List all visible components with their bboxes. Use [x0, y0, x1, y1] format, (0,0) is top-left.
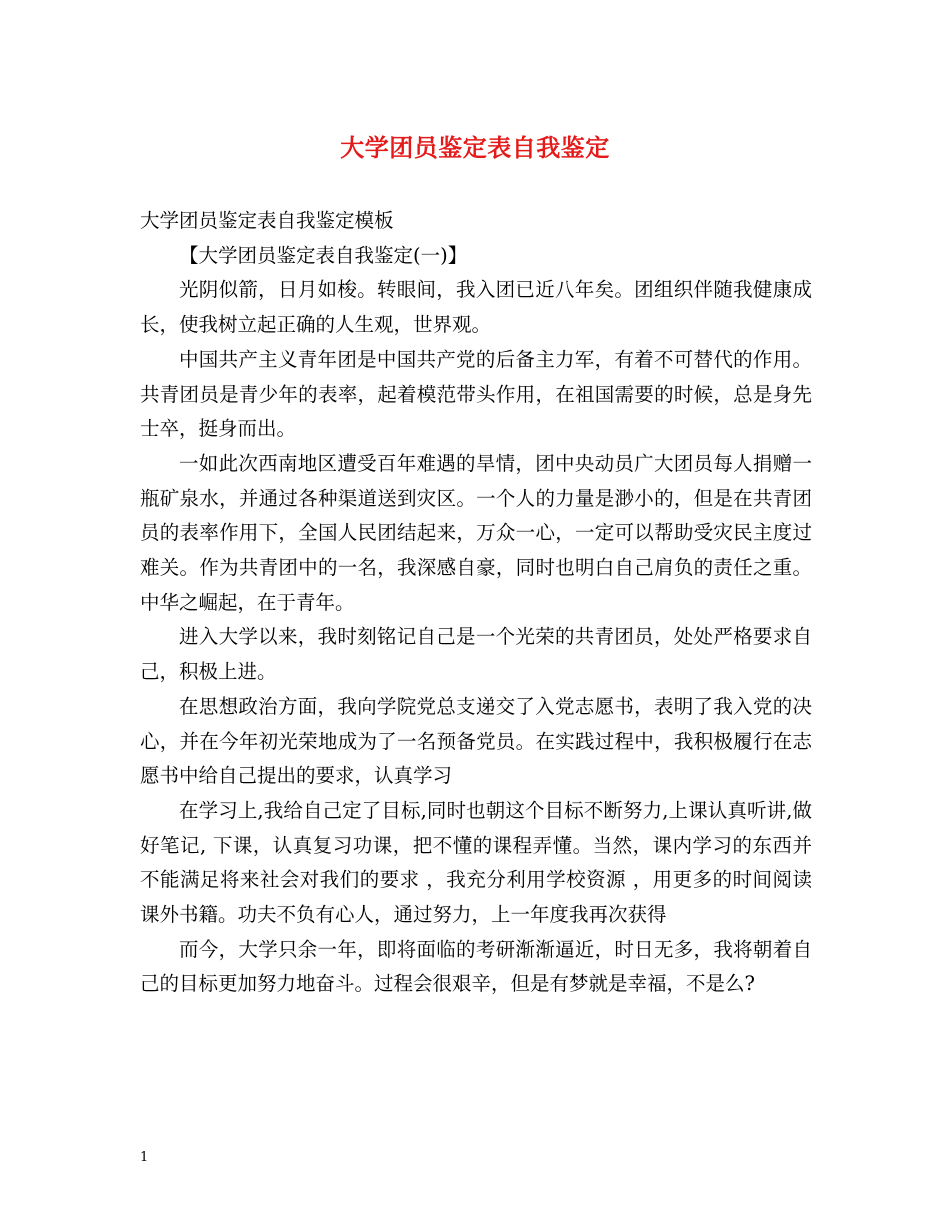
- paragraph-1: 光阴似箭，日月如梭。转眼间，我入团已近八年矣。团组织伴随我健康成长，使我树立起正确的人生观，世界观。: [140, 278, 812, 337]
- document-subtitle: 大学团员鉴定表自我鉴定模板: [140, 209, 394, 232]
- document-title: 大学团员鉴定表自我鉴定: [340, 133, 610, 162]
- page-number: 1: [140, 1150, 149, 1165]
- paragraph-2: 中国共产主义青年团是中国共产党的后备主力军，有着不可替代的作用。共青团员是青少年的表率，起着模范带头作用，在祖国需要的时候，总是身先士卒，挺身而出。: [140, 347, 812, 441]
- paragraph-6: 在学习上,我给自己定了目标,同时也朝这个目标不断努力,上课认真听讲,做好笔记, 下课，认真复习功课，把不懂的课程弄懂。当然，课内学习的东西并不能满足将来社会对我们的要求 ，我充分利用学校资源 ，用更多的时间阅读课外书籍。功夫不负有心人，通过努力，上一年度我再次获得: [140, 798, 812, 927]
- document-body: [140, 204, 812, 1002]
- paragraph-7: 而今，大学只余一年，即将面临的考研渐渐逼近，时日无多，我将朝着自己的目标更加努力地奋斗。过程会很艰辛，但是有梦就是幸福，不是么?: [140, 937, 812, 996]
- paragraph-3: 一如此次西南地区遭受百年难遇的旱情，团中央动员广大团员每人捐赠一瓶矿泉水，并通过各种渠道送到灾区。一个人的力量是渺小的，但是在共青团员的表率作用下，全国人民团结起来，万众一心，一定可以帮助受灾民主度过难关。作为共青团中的一名，我深感自豪，同时也明白自己肩负的责任之重。中华之崛起，在于青年。: [140, 451, 812, 614]
- paragraph-4: 进入大学以来，我时刻铭记自己是一个光荣的共青团员，处处严格要求自己，积极上进。: [140, 625, 812, 684]
- paragraph-5: 在思想政治方面，我向学院党总支递交了入党志愿书，表明了我入党的决心，并在今年初光荣地成为了一名预备党员。在实践过程中，我积极履行在志愿书中给自己提出的要求，认真学习: [140, 694, 812, 788]
- section-heading: 【大学团员鉴定表自我鉴定(一)】: [179, 243, 468, 267]
